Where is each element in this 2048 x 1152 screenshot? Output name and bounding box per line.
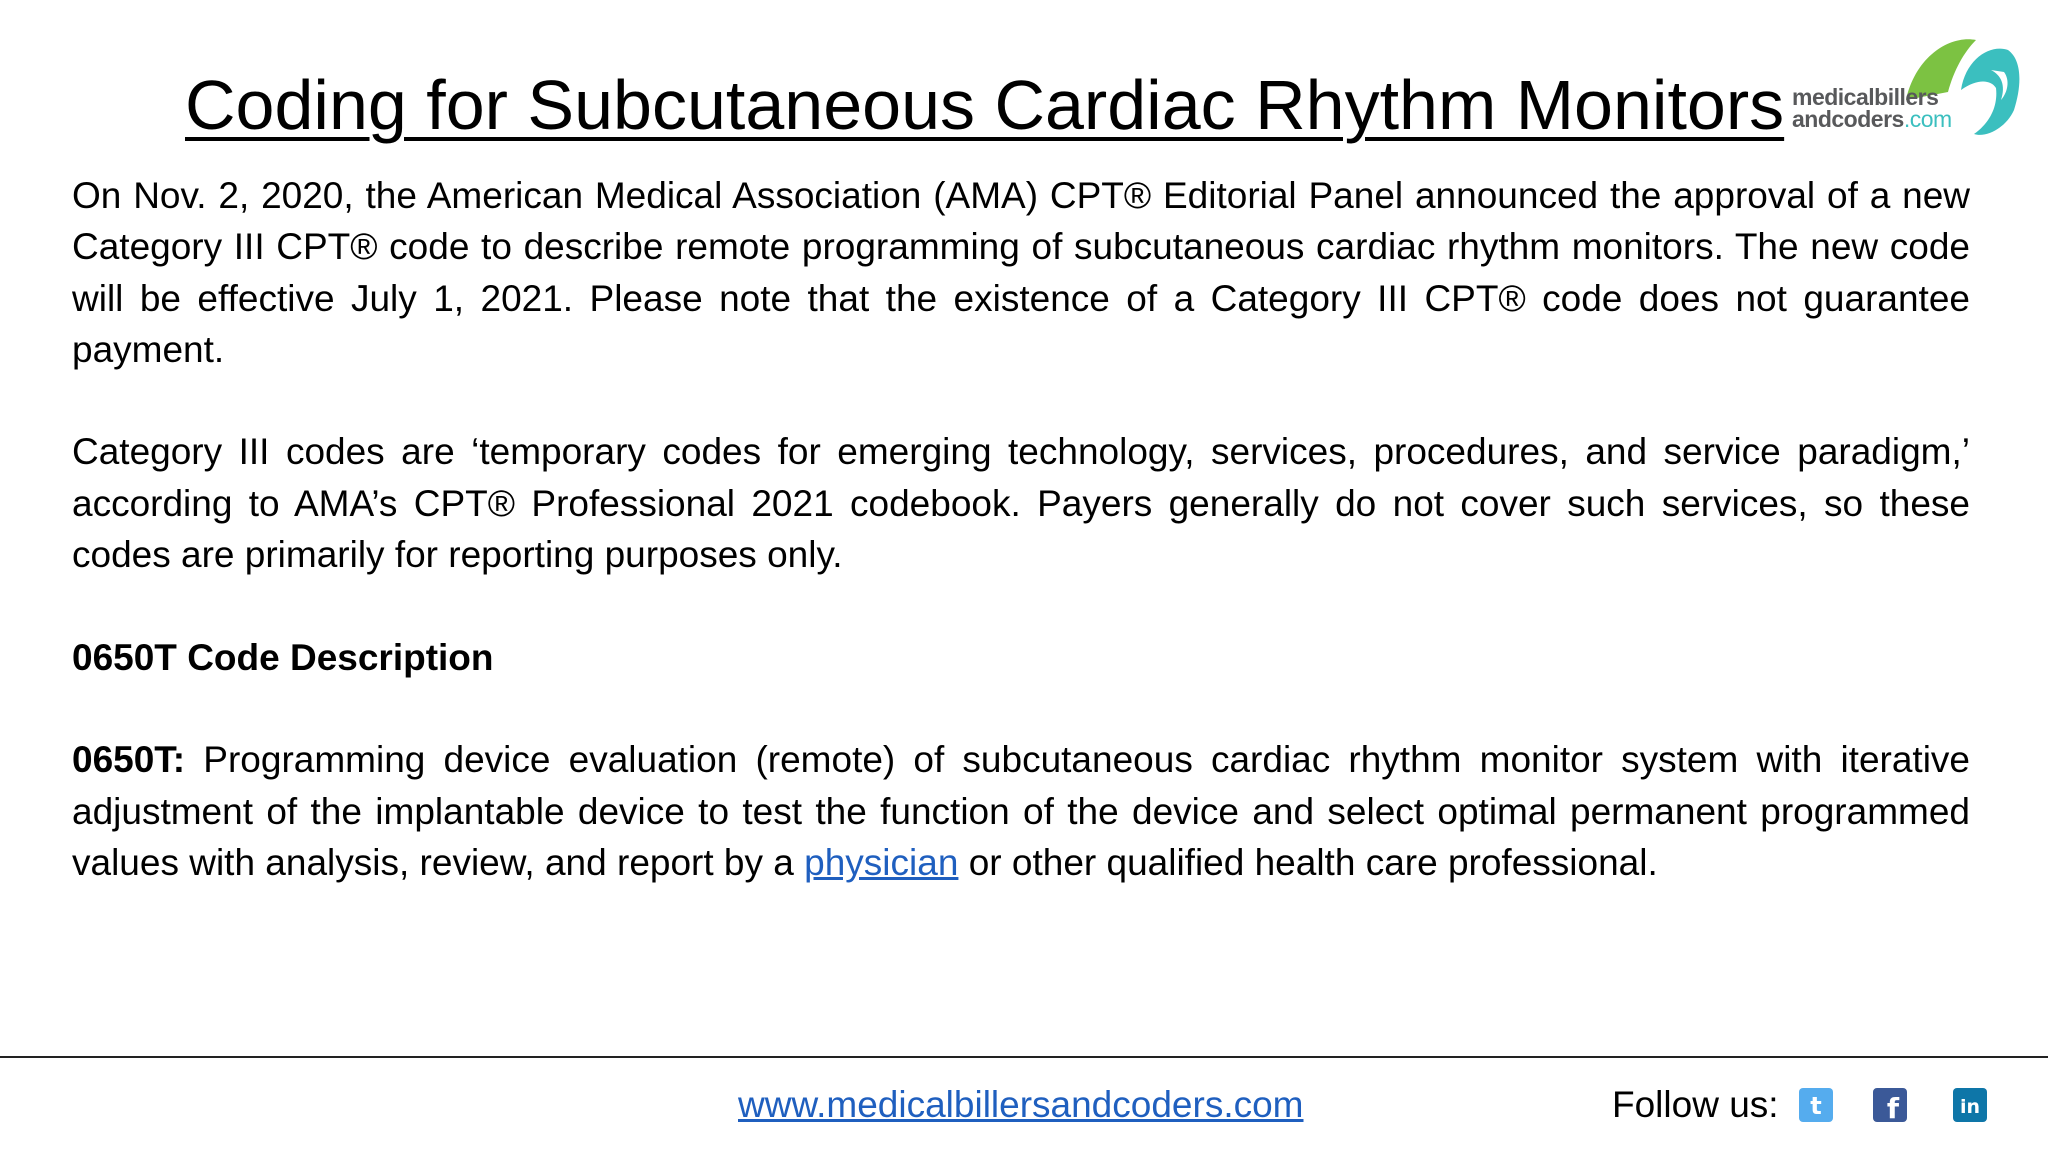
slide-title: Coding for Subcutaneous Cardiac Rhythm Monitors <box>185 66 1785 144</box>
code-description-text-end: or other qualified health care professional. <box>958 841 1658 883</box>
logo-text-line1: medicalbillers <box>1792 84 1939 110</box>
code-label: 0650T: <box>72 739 186 781</box>
logo-text-main: andcoders <box>1792 106 1904 132</box>
slide-body <box>72 170 1970 939</box>
logo-text-suffix: .com <box>1903 106 1952 132</box>
linkedin-letters: in <box>1959 1096 1981 1118</box>
follow-us-label: Follow us: <box>1612 1084 1779 1125</box>
twitter-letter: t <box>1810 1092 1822 1120</box>
footer-divider <box>0 1056 2048 1058</box>
facebook-button[interactable] <box>1873 1088 1907 1122</box>
facebook-letter: f <box>1886 1092 1900 1122</box>
twitter-icon <box>1799 1088 1833 1122</box>
physician-link[interactable]: physician <box>804 841 959 883</box>
facebook-icon <box>1873 1088 1907 1122</box>
code-description-text: Programming device evaluation (remote) of subcutaneous cardiac rhythm monitor system with iterative adjustment of the implantable device to test the function of the device and select optimal permanent programmed values with analysis, review, and report by a <box>72 739 1970 883</box>
company-logo <box>1786 30 2026 145</box>
website-link[interactable]: www.medicalbillersandcoders.com <box>738 1084 1304 1125</box>
logo-text-line2 <box>1792 107 1952 131</box>
code-description-heading: 0650T Code Description <box>72 636 494 678</box>
twitter-button[interactable] <box>1799 1088 1833 1122</box>
linkedin-icon <box>1953 1088 1987 1122</box>
category-iii-paragraph: Category III codes are ‘temporary codes for emerging technology, services, procedures, and service paradigm,’ according to AMA’s CPT® Professional 2021 codebook. Payers generally do not cover such services, so these codes are primarily for reporting purposes only. <box>72 431 1970 576</box>
intro-paragraph: On Nov. 2, 2020, the American Medical Association (AMA) CPT® Editorial Panel announced the approval of a new Category III CPT® code to describe remote programming of subcutaneous cardiac rhythm monitors. The new code will be effective July 1, 2021. Please note that the existence of a Category III CPT® code does not guarantee payment. <box>72 175 1970 370</box>
code-description-paragraph <box>72 734 1970 888</box>
linkedin-button[interactable] <box>1953 1088 1987 1122</box>
